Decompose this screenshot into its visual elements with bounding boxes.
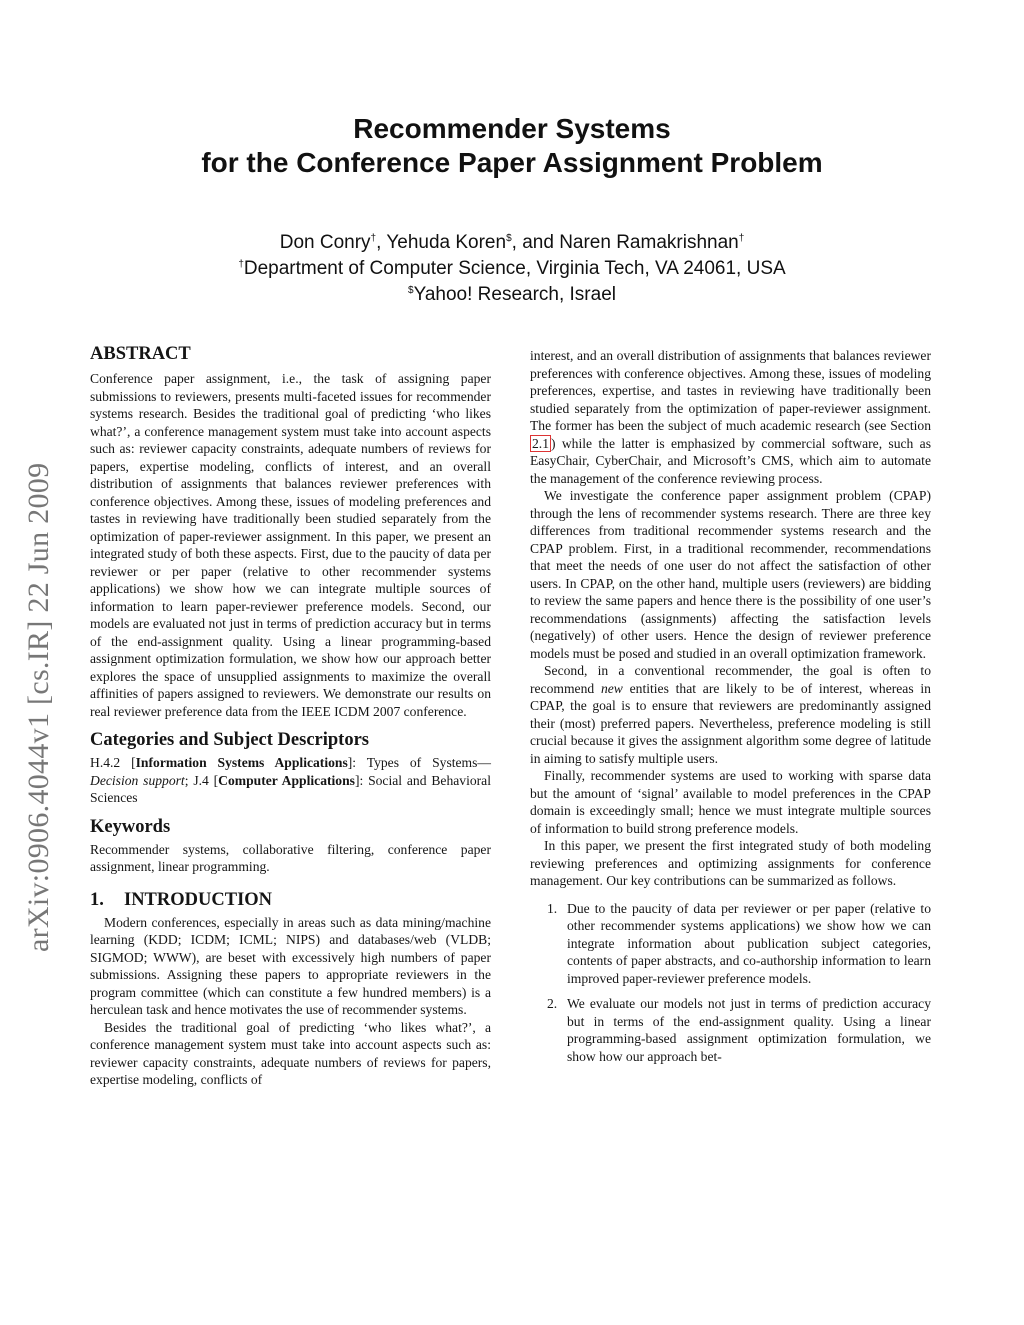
intro-paragraph: Besides the traditional goal of predicting ‘who likes what?’, a conference management system must take into account aspects such as: reviewer capacity constraints, adequate numbers of reviews for papers, expertise modeling, conflicts of xyxy=(90,1019,491,1087)
body-paragraph: Second, in a conventional recommender, the goal is often to recommend new entities that are likely to be of interest, whereas in CPAP, the goal is to ensure that reviewers are predominantly assigned their (most) preferred papers. Nevertheless, preference modeling is still crucial because it gives the assignment algorithm some degree of latitude in aiming to satisfy multiple users. xyxy=(530,663,931,766)
categories-text: H.4.2 [Information Systems Applications]: Types of Systems—Decision support; J.4 [Computer Applications]: Social and Behavioral Sciences xyxy=(90,755,492,805)
affiliation-1: †Department of Computer Science, Virginia Tech, VA 24061, USA xyxy=(238,258,786,279)
abstract-text: Conference paper assignment, i.e., the task of assigning paper submissions to reviewers, presents multi-faceted issues for recommender systems research. Besides the traditional goal of predicting ‘who likes what?’, a conference management system must take into account aspects such as: reviewer capacity constraints, adequate numbers of reviews for papers, expertise modeling, conflicts of interest, and an overall distribution of assignments that balances reviewer preferences with conference objectives. Among these, issues of modeling preferences and tastes in reviewing have traditionally been studied separately from the optimization of paper-reviewer assignment. In this paper, we present an integrated study of both these aspects. First, due to the paucity of data per reviewer or per paper (relative to other recommender systems applications) we show how we can integrate multiple sources of information to learn paper-reviewer preference models. Second, our models are evaluated not just in terms of prediction accuracy but in terms of the end-assignment quality. Using a linear programming-based assignment optimization formulation, we show how our approach better explores the space of unsupplied assignments to maximize the overall affinities of papers assigned to reviewers. We demonstrate our results on real reviewer preference data from the IEEE ICDM 2007 conference. xyxy=(90,371,491,719)
categories-heading: Categories and Subject Descriptors xyxy=(90,730,369,750)
contributions-list xyxy=(530,900,931,1066)
author-block xyxy=(0,228,1024,306)
section-reference-link[interactable]: 2.1 xyxy=(532,435,549,451)
affiliation-2: $Yahoo! Research, Israel xyxy=(408,284,616,305)
author-list: Don Conry†, Yehuda Koren$, and Naren Ramakrishnan† xyxy=(279,232,745,253)
author-name: Yehuda Koren xyxy=(386,232,507,253)
abstract-heading: ABSTRACT xyxy=(90,344,191,364)
body-paragraph: Finally, recommender systems are used to working with sparse data but the amount of ‘signal’ available to model preferences in the CPAP domain is exceedingly small; hence we must integrate multiple sources of information to build strong preference models. xyxy=(530,768,931,836)
arxiv-identifier: arXiv:0906.4044v1 [cs.IR] 22 Jun 2009 xyxy=(22,462,55,952)
keywords-heading: Keywords xyxy=(90,816,171,837)
paper-title xyxy=(0,112,1024,180)
right-column xyxy=(530,347,931,1073)
title-line-2: for the Conference Paper Assignment Problem xyxy=(201,147,823,178)
body-paragraph: In this paper, we present the first integrated study of both modeling reviewing preferences and optimizing assignments for conference management. Our key contributions can be summarized as follows. xyxy=(530,838,931,888)
list-item: 2. We evaluate our models not just in terms of prediction accuracy but in terms of the end-assignment quality. Using a linear programming-based assignment optimization formulation, we show how our approach bet- xyxy=(547,996,931,1064)
title-line-1: Recommender Systems xyxy=(353,113,671,144)
section-number: 1. xyxy=(90,889,104,910)
introduction-heading: 1. INTRODUCTION xyxy=(90,889,273,910)
dagger-mark: † xyxy=(370,233,377,244)
body-paragraph: interest, and an overall distribution of assignments that balances reviewer preferences with conference objectives. Among these, issues of modeling preferences, expertise, and tastes in reviewing have traditionally been studied separately from the optimization of paper-reviewer assignment. The former has been the subject of much academic research (see Section 2.1 ) while the latter is emphasized by commercial software, such as EasyChair, CyberChair, and Microsoft’s CMS, which aim to automate the management of the conference reviewing process. xyxy=(530,348,931,486)
dagger-mark: † xyxy=(738,233,745,244)
keywords-text: Recommender systems, collaborative filtering, conference paper assignment, linear programming. xyxy=(90,841,491,874)
list-item: 1. Due to the paucity of data per reviewer or per paper (relative to other recommender systems applications) we show how we can integrate information about publication subject categories, contents of paper abstracts, and co-authorship information to learn improved paper-reviewer preference models. xyxy=(547,900,931,986)
intro-paragraph: Modern conferences, especially in areas such as data mining/machine learning (KDD; ICDM; ICML; NIPS) and databases/web (VLDB; SIGMOD; WWW), are beset with excessively high numbers of paper submissions. Assigning these papers to appropriate reviewers in the program committee (which can constitute a few hundred members) is a herculean task and hence motivates the use of recommender systems. xyxy=(90,914,491,1017)
author-name: Naren Ramakrishnan xyxy=(559,232,739,253)
left-column xyxy=(90,342,491,1089)
body-paragraph: We investigate the conference paper assignment problem (CPAP) through the lens of recommender systems research. There are three key differences from traditional recommender systems research and the CPAP problem. First, in a traditional recommender, recommendations that meet the needs of one user do not affect the satisfaction of other users. In CPAP, on the other hand, multiple users (reviewers) are bidding to review the same papers and hence there is the possibility of one user’s recommendations (assignments) affecting the satisfaction levels (negatively) of other users. Hence the design of reviewer preference models must be posed and studied in an overall optimization framework. xyxy=(530,488,931,661)
dollar-mark: $ xyxy=(506,233,512,244)
author-name: Don Conry xyxy=(279,232,371,253)
